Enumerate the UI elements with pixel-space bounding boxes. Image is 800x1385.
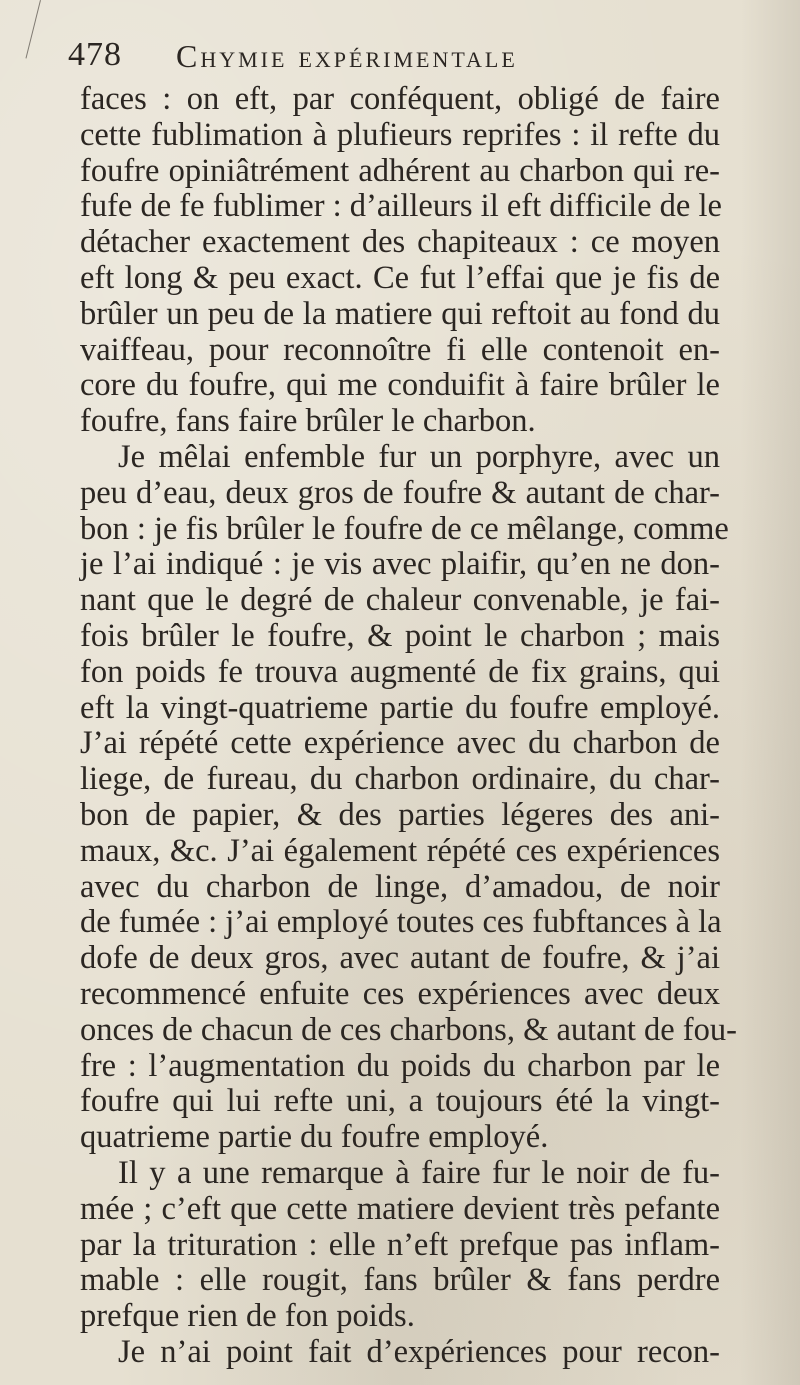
text-line: fon poids fe trouva augmenté de fix grains, qui xyxy=(80,653,720,690)
paragraph-end-line: quatrieme partie du foufre employé. xyxy=(80,1119,549,1156)
text-line: par la trituration : elle n’eft prefque pas inflam- xyxy=(80,1226,720,1263)
text-line: liege, de fureau, du charbon ordinaire, du char- xyxy=(80,761,720,798)
text-line: de fumée : j’ai employé toutes ces fubftances à la xyxy=(80,904,722,941)
text-line: mable : elle rougit, fans brûler & fans perdre xyxy=(80,1262,720,1299)
text-line: foufre qui lui refte uni, a toujours été la vingt- xyxy=(80,1083,720,1120)
text-line: dofe de deux gros, avec autant de foufre, & j’ai xyxy=(80,940,720,977)
text-line: core du foufre, qui me conduifit à faire brûler le xyxy=(80,367,720,404)
text-line: fois brûler le foufre, & point le charbon ; mais xyxy=(80,617,720,654)
text-line: peu d’eau, deux gros de foufre & autant de char- xyxy=(80,474,720,511)
text-line: foufre opiniâtrément adhérent au charbon qui re- xyxy=(80,152,720,189)
paragraph-end-line: prefque rien de fon poids. xyxy=(80,1298,415,1335)
text-line: vaiffeau, pour reconnoître fi elle contenoit en- xyxy=(80,331,720,368)
text-line: faces : on eft, par conféquent, obligé de faire xyxy=(80,81,720,117)
text-line: mée ; c’eft que cette matiere devient très pefante xyxy=(80,1190,720,1227)
paragraph-start-line: Il y a une remarque à faire fur le noir de fu- xyxy=(118,1154,720,1191)
paragraph-start-line: Je n’ai point fait d’expériences pour recon- xyxy=(118,1333,720,1370)
text-line: bon : je fis brûler le foufre de ce mêlange, comme xyxy=(80,510,729,547)
page-edge-shadow xyxy=(740,0,800,1385)
text-line: nant que le degré de chaleur convenable, je fai- xyxy=(80,582,720,619)
text-line: avec du charbon de linge, d’amadou, de noir xyxy=(80,868,720,905)
text-line: eft la vingt-quatrieme partie du foufre employé. xyxy=(80,689,720,726)
text-line: brûler un peu de la matiere qui reftoit au fond du xyxy=(80,295,720,332)
pencil-mark xyxy=(25,0,60,63)
paragraph-start-line: Je mêlai enfemble fur un porphyre, avec un xyxy=(118,438,720,475)
text-line: fufe de fe fublimer : d’ailleurs il eft difficile de le xyxy=(80,188,722,225)
text-line: recommencé enfuite ces expériences avec deux xyxy=(80,975,720,1012)
page-header xyxy=(68,30,708,80)
text-line: je l’ai indiqué : je vis avec plaifir, qu’en ne don- xyxy=(80,546,720,583)
text-line: détacher exactement des chapiteaux : ce moyen xyxy=(80,224,720,261)
paragraph-end-line: foufre, fans faire brûler le charbon. xyxy=(80,403,536,440)
text-line: cette fublimation à plufieurs reprifes : il refte du xyxy=(80,116,720,153)
text-line: eft long & peu exact. Ce fut l’effai que je fis de xyxy=(80,259,720,296)
text-line: J’ai répété cette expérience avec du charbon de xyxy=(80,725,720,762)
text-line: onces de chacun de ces charbons, & autant de fou- xyxy=(80,1011,737,1048)
text-line: maux, &c. J’ai également répété ces expériences xyxy=(80,832,720,869)
page-number: 478 xyxy=(68,36,122,73)
body-text xyxy=(80,81,737,1371)
text-line: fre : l’augmentation du poids du charbon par le xyxy=(80,1047,720,1084)
running-title: Chymie expérimentale xyxy=(176,38,518,74)
text-line: bon de papier, & des parties légeres des ani- xyxy=(80,796,720,833)
